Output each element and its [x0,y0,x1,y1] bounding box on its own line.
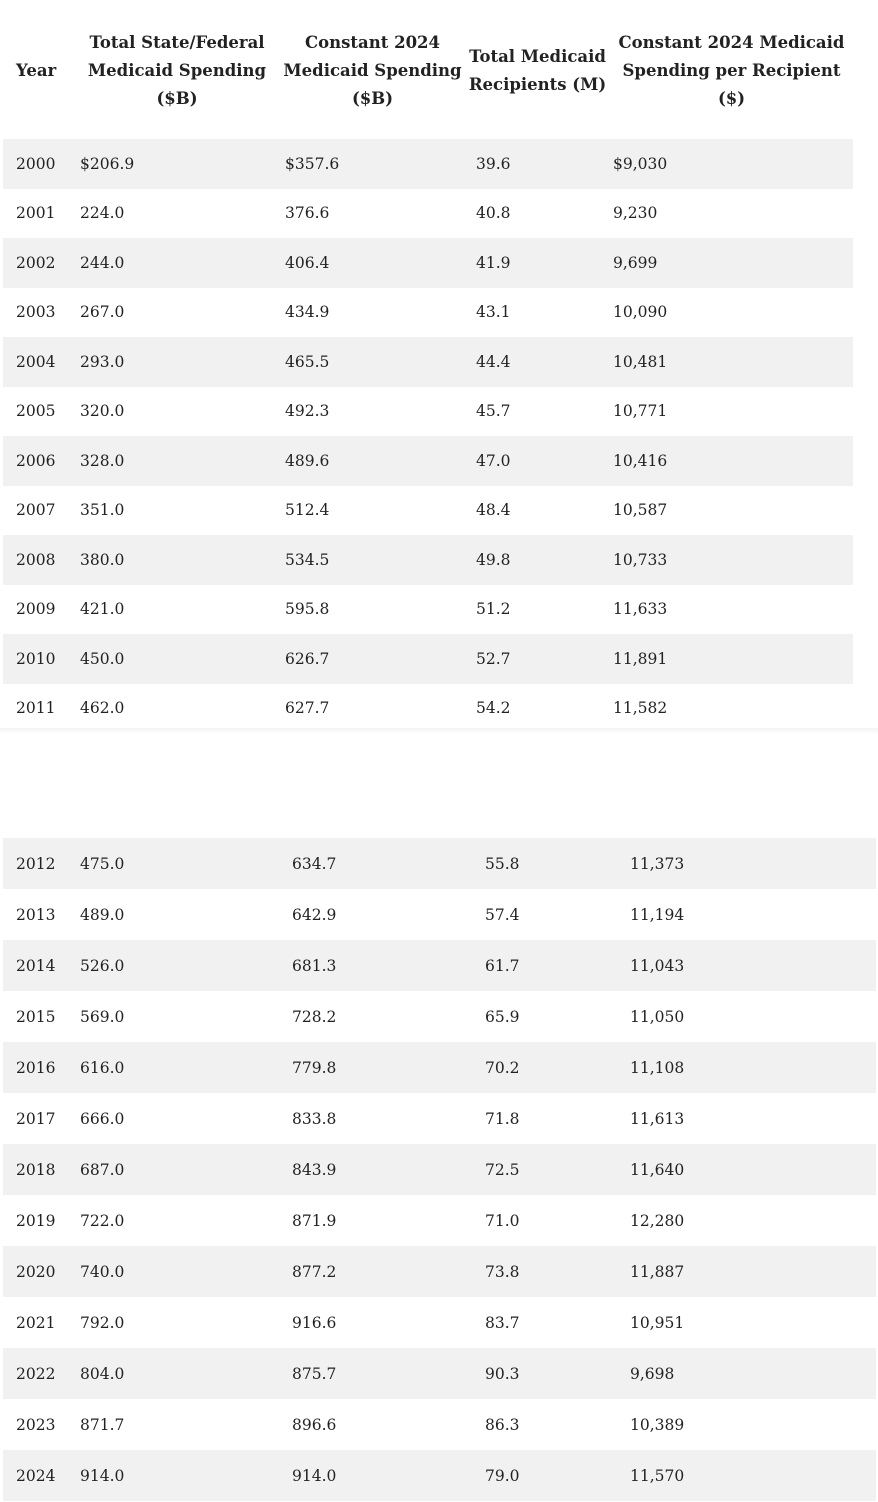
cell-constant-spending: 728.2 [287,991,478,1042]
medicaid-table-part1 [3,3,853,733]
cell-year: 2003 [3,288,74,338]
cell-per-recipient: 11,373 [627,838,876,889]
cell-recipients: 43.1 [465,288,610,338]
cell-year: 2018 [3,1144,74,1195]
cell-per-recipient: 10,733 [610,535,853,585]
table-row [3,634,853,684]
cell-constant-spending: 627.7 [280,684,465,734]
cell-year: 2004 [3,337,74,387]
cell-per-recipient: 11,050 [627,991,876,1042]
cell-constant-spending: $357.6 [280,139,465,189]
medicaid-table-part2 [3,838,876,1501]
table-row [3,585,853,635]
cell-total-spending: 722.0 [74,1195,287,1246]
cell-year: 2001 [3,189,74,239]
column-header-per-recipient: Constant 2024 Medicaid Spending per Recipient ($) [610,3,853,139]
table-row [3,1144,876,1195]
cell-recipients: 45.7 [465,387,610,437]
cell-recipients: 51.2 [465,585,610,635]
table-row [3,535,853,585]
cell-constant-spending: 833.8 [287,1093,478,1144]
cell-recipients: 71.8 [478,1093,627,1144]
cell-recipients: 41.9 [465,238,610,288]
cell-year: 2005 [3,387,74,437]
cell-total-spending: 526.0 [74,940,287,991]
cell-per-recipient: 9,699 [610,238,853,288]
cell-constant-spending: 914.0 [287,1450,478,1501]
cell-total-spending: 616.0 [74,1042,287,1093]
cell-per-recipient: 10,416 [610,436,853,486]
cell-total-spending: 267.0 [74,288,280,338]
table-row [3,1195,876,1246]
cell-year: 2007 [3,486,74,536]
table-row [3,436,853,486]
cell-constant-spending: 877.2 [287,1246,478,1297]
cell-recipients: 72.5 [478,1144,627,1195]
cell-per-recipient: $9,030 [610,139,853,189]
cell-year: 2017 [3,1093,74,1144]
cell-constant-spending: 875.7 [287,1348,478,1399]
cell-constant-spending: 896.6 [287,1399,478,1450]
table-row [3,1246,876,1297]
cell-total-spending: 740.0 [74,1246,287,1297]
cell-recipients: 70.2 [478,1042,627,1093]
cell-constant-spending: 779.8 [287,1042,478,1093]
table-row [3,1093,876,1144]
table-row [3,991,876,1042]
cell-constant-spending: 512.4 [280,486,465,536]
cell-recipients: 49.8 [465,535,610,585]
table-row [3,189,853,239]
cell-constant-spending: 534.5 [280,535,465,585]
table-row [3,288,853,338]
cell-year: 2014 [3,940,74,991]
cell-constant-spending: 871.9 [287,1195,478,1246]
table-row [3,139,853,189]
table-row [3,238,853,288]
cell-total-spending: 462.0 [74,684,280,734]
cell-constant-spending: 634.7 [287,838,478,889]
cell-year: 2023 [3,1399,74,1450]
cell-recipients: 61.7 [478,940,627,991]
table-row [3,1450,876,1501]
cell-total-spending: 450.0 [74,634,280,684]
table-body-part2 [3,838,876,1501]
cell-year: 2012 [3,838,74,889]
cell-total-spending: 475.0 [74,838,287,889]
cell-total-spending: 351.0 [74,486,280,536]
cell-recipients: 86.3 [478,1399,627,1450]
cell-per-recipient: 10,951 [627,1297,876,1348]
cell-constant-spending: 843.9 [287,1144,478,1195]
cell-year: 2020 [3,1246,74,1297]
table-row [3,838,876,889]
column-header-constant-spending: Constant 2024 Medicaid Spending ($B) [280,3,465,139]
cell-per-recipient: 10,481 [610,337,853,387]
cell-year: 2011 [3,684,74,734]
cell-per-recipient: 11,891 [610,634,853,684]
cell-total-spending: 224.0 [74,189,280,239]
cell-constant-spending: 642.9 [287,889,478,940]
cell-per-recipient: 10,090 [610,288,853,338]
cell-recipients: 44.4 [465,337,610,387]
cell-recipients: 48.4 [465,486,610,536]
cell-year: 2010 [3,634,74,684]
cell-per-recipient: 10,771 [610,387,853,437]
column-header-total-spending: Total State/Federal Medicaid Spending ($B) [74,3,280,139]
cell-year: 2024 [3,1450,74,1501]
cell-total-spending: 328.0 [74,436,280,486]
table-row [3,940,876,991]
cell-per-recipient: 10,587 [610,486,853,536]
cell-constant-spending: 681.3 [287,940,478,991]
cell-total-spending: 569.0 [74,991,287,1042]
cell-total-spending: 666.0 [74,1093,287,1144]
cell-per-recipient: 11,640 [627,1144,876,1195]
cell-recipients: 47.0 [465,436,610,486]
cell-per-recipient: 11,043 [627,940,876,991]
cell-total-spending: 421.0 [74,585,280,635]
table-row [3,1348,876,1399]
column-header-year: Year [3,3,74,139]
cell-recipients: 65.9 [478,991,627,1042]
cell-per-recipient: 11,570 [627,1450,876,1501]
table-row [3,684,853,734]
table-body-part1 [3,139,853,733]
cell-year: 2013 [3,889,74,940]
cell-recipients: 52.7 [465,634,610,684]
cell-constant-spending: 406.4 [280,238,465,288]
cell-recipients: 39.6 [465,139,610,189]
cell-total-spending: 320.0 [74,387,280,437]
cell-constant-spending: 489.6 [280,436,465,486]
cell-per-recipient: 11,887 [627,1246,876,1297]
cell-recipients: 57.4 [478,889,627,940]
cell-per-recipient: 9,230 [610,189,853,239]
cell-total-spending: 244.0 [74,238,280,288]
table-row [3,1399,876,1450]
cell-total-spending: 871.7 [74,1399,287,1450]
cell-year: 2016 [3,1042,74,1093]
cell-recipients: 73.8 [478,1246,627,1297]
cell-total-spending: $206.9 [74,139,280,189]
cell-total-spending: 792.0 [74,1297,287,1348]
cell-year: 2006 [3,436,74,486]
cell-per-recipient: 12,280 [627,1195,876,1246]
table-row [3,1297,876,1348]
cell-total-spending: 489.0 [74,889,287,940]
cell-year: 2009 [3,585,74,635]
cell-per-recipient: 11,194 [627,889,876,940]
cell-recipients: 83.7 [478,1297,627,1348]
cell-per-recipient: 11,633 [610,585,853,635]
cell-recipients: 40.8 [465,189,610,239]
cell-total-spending: 804.0 [74,1348,287,1399]
cell-constant-spending: 465.5 [280,337,465,387]
cell-recipients: 90.3 [478,1348,627,1399]
cell-year: 2015 [3,991,74,1042]
cell-recipients: 55.8 [478,838,627,889]
cell-year: 2019 [3,1195,74,1246]
section-divider-fade [0,728,878,734]
table-row [3,387,853,437]
cell-per-recipient: 9,698 [627,1348,876,1399]
cell-recipients: 71.0 [478,1195,627,1246]
column-header-recipients: Total Medicaid Recipients (M) [465,3,610,139]
cell-per-recipient: 11,613 [627,1093,876,1144]
cell-per-recipient: 11,582 [610,684,853,734]
cell-constant-spending: 376.6 [280,189,465,239]
cell-year: 2002 [3,238,74,288]
cell-total-spending: 687.0 [74,1144,287,1195]
cell-year: 2021 [3,1297,74,1348]
cell-constant-spending: 492.3 [280,387,465,437]
cell-constant-spending: 626.7 [280,634,465,684]
cell-recipients: 79.0 [478,1450,627,1501]
table-row [3,889,876,940]
cell-per-recipient: 10,389 [627,1399,876,1450]
cell-total-spending: 293.0 [74,337,280,387]
cell-per-recipient: 11,108 [627,1042,876,1093]
table-row [3,1042,876,1093]
table-row [3,337,853,387]
table-row [3,486,853,536]
table-header-row [3,3,853,139]
cell-total-spending: 914.0 [74,1450,287,1501]
cell-constant-spending: 595.8 [280,585,465,635]
cell-constant-spending: 434.9 [280,288,465,338]
cell-total-spending: 380.0 [74,535,280,585]
cell-constant-spending: 916.6 [287,1297,478,1348]
cell-year: 2008 [3,535,74,585]
cell-recipients: 54.2 [465,684,610,734]
cell-year: 2022 [3,1348,74,1399]
cell-year: 2000 [3,139,74,189]
